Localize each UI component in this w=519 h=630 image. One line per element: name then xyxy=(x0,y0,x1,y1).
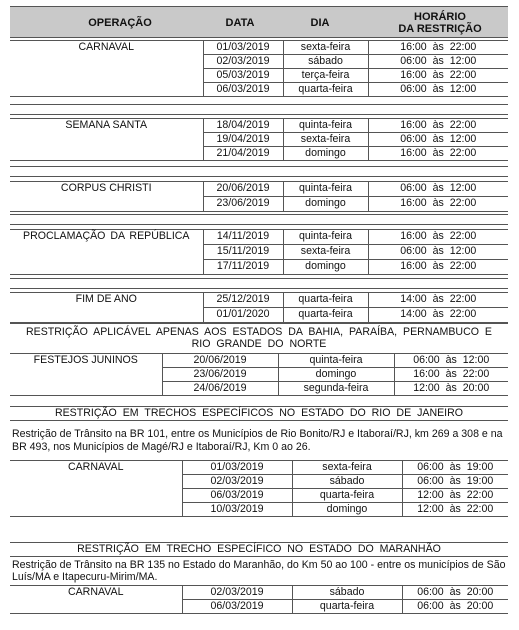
time-cell: 16:00 às 22:00 xyxy=(368,260,508,275)
date-cell: 19/04/2019 xyxy=(203,133,283,147)
day-cell: quarta-feira xyxy=(283,293,368,308)
day-cell: quinta-feira xyxy=(278,354,394,368)
date-cell: 01/01/2020 xyxy=(203,308,283,323)
section-corpus-christi xyxy=(10,181,508,212)
day-cell: sábado xyxy=(292,586,402,600)
date-cell: 20/06/2019 xyxy=(203,182,283,197)
time-cell: 12:00 às 22:00 xyxy=(402,503,508,517)
operation-name: FESTEJOS JUNINOS xyxy=(10,354,162,396)
table-header xyxy=(10,6,508,38)
day-cell: terça-feira xyxy=(283,69,368,83)
restriction-title: RESTRIÇÃO EM TRECHO ESPECÍFICO NO ESTADO DO MARANHÃO xyxy=(10,543,508,557)
day-cell: quarta-feira xyxy=(292,600,402,614)
day-cell: domingo xyxy=(283,260,368,275)
date-cell: 20/06/2019 xyxy=(162,354,278,368)
operation-name: FIM DE ANO xyxy=(10,293,203,323)
day-cell: segunda-feira xyxy=(278,382,394,396)
time-cell: 16:00 às 22:00 xyxy=(368,69,508,83)
section-spacer xyxy=(10,166,508,177)
section-carnaval xyxy=(10,40,508,97)
date-cell: 01/03/2019 xyxy=(182,461,292,475)
time-cell: 06:00 às 12:00 xyxy=(368,133,508,147)
date-cell: 14/11/2019 xyxy=(203,230,283,245)
date-cell: 02/03/2019 xyxy=(182,475,292,489)
date-cell: 24/06/2019 xyxy=(162,382,278,396)
time-cell: 16:00 às 22:00 xyxy=(368,230,508,245)
section-spacer xyxy=(10,214,508,225)
restriction-title: RESTRIÇÃO APLICÁVEL APENAS AOS ESTADOS DA BAHIA, PARAÍBA, PERNAMBUCO E RIO GRANDE DO NORTE xyxy=(10,324,508,354)
day-cell: sábado xyxy=(283,55,368,69)
day-cell: sexta-feira xyxy=(283,41,368,55)
time-cell: 16:00 às 22:00 xyxy=(368,147,508,161)
time-cell: 06:00 às 20:00 xyxy=(402,586,508,600)
header-date: DATA xyxy=(225,17,255,29)
time-cell: 06:00 às 12:00 xyxy=(368,182,508,197)
day-cell: sexta-feira xyxy=(283,245,368,260)
header-time-line2: DA RESTRIÇÃO xyxy=(398,23,482,35)
day-cell: domingo xyxy=(278,368,394,382)
date-cell: 06/03/2019 xyxy=(182,600,292,614)
date-cell: 23/06/2019 xyxy=(162,368,278,382)
time-cell: 16:00 às 22:00 xyxy=(394,368,508,382)
time-cell: 16:00 às 22:00 xyxy=(368,119,508,133)
date-cell: 06/03/2019 xyxy=(182,489,292,503)
day-cell: domingo xyxy=(292,503,402,517)
operation-name: CARNAVAL xyxy=(10,586,182,614)
date-cell: 25/12/2019 xyxy=(203,293,283,308)
day-cell: quinta-feira xyxy=(283,119,368,133)
day-cell: quinta-feira xyxy=(283,230,368,245)
day-cell: quarta-feira xyxy=(292,489,402,503)
date-cell: 10/03/2019 xyxy=(182,503,292,517)
section-restricao-rj xyxy=(10,406,508,517)
operation-name: CORPUS CHRISTI xyxy=(10,182,203,212)
time-cell: 06:00 às 12:00 xyxy=(368,83,508,97)
date-cell: 23/06/2019 xyxy=(203,197,283,212)
section-spacer xyxy=(10,278,508,289)
date-cell: 05/03/2019 xyxy=(203,69,283,83)
operation-name: CARNAVAL xyxy=(10,41,203,97)
section-restricao-ma xyxy=(10,542,508,614)
date-cell: 02/03/2019 xyxy=(182,586,292,600)
time-cell: 06:00 às 19:00 xyxy=(402,475,508,489)
time-cell: 06:00 às 12:00 xyxy=(394,354,508,368)
date-cell: 06/03/2019 xyxy=(203,83,283,97)
date-cell: 17/11/2019 xyxy=(203,260,283,275)
day-cell: domingo xyxy=(283,147,368,161)
date-cell: 18/04/2019 xyxy=(203,119,283,133)
date-cell: 01/03/2019 xyxy=(203,41,283,55)
restriction-note: Restrição de Trânsito na BR 101, entre os Municípios de Rio Bonito/RJ e Itaboraí/RJ, km 269 a 308 e na BR 493, nos Municípios de Magé/RJ e Itaboraí/RJ, Km 0 ao 26. xyxy=(10,421,508,461)
operation-name: SEMANA SANTA xyxy=(10,119,203,161)
day-cell: sexta-feira xyxy=(292,461,402,475)
header-time-line1: HORÁRIO xyxy=(414,11,466,23)
time-cell: 12:00 às 22:00 xyxy=(402,489,508,503)
restriction-note: Restrição de Trânsito na BR 135 no Estado do Maranhão, do Km 50 ao 100 - entre os municípios de São Luís/MA e Itapecuru-Mirim/MA. xyxy=(10,557,508,586)
section-restricao-estados xyxy=(10,323,508,396)
section-spacer xyxy=(10,104,508,115)
day-cell: sábado xyxy=(292,475,402,489)
day-cell: domingo xyxy=(283,197,368,212)
time-cell: 06:00 às 20:00 xyxy=(402,600,508,614)
time-cell: 12:00 às 20:00 xyxy=(394,382,508,396)
time-cell: 16:00 às 22:00 xyxy=(368,197,508,212)
date-cell: 15/11/2019 xyxy=(203,245,283,260)
day-cell: quarta-feira xyxy=(283,308,368,323)
section-fim-de-ano xyxy=(10,292,508,323)
header-operation: OPERAÇÃO xyxy=(88,17,152,29)
time-cell: 14:00 às 22:00 xyxy=(368,308,508,323)
date-cell: 02/03/2019 xyxy=(203,55,283,69)
time-cell: 06:00 às 12:00 xyxy=(368,55,508,69)
operation-name: CARNAVAL xyxy=(10,461,182,517)
header-day: DIA xyxy=(310,17,330,29)
time-cell: 16:00 às 22:00 xyxy=(368,41,508,55)
date-cell: 21/04/2019 xyxy=(203,147,283,161)
time-cell: 06:00 às 12:00 xyxy=(368,245,508,260)
restriction-title: RESTRIÇÃO EM TRECHOS ESPECÍFICOS NO ESTADO DO RIO DE JANEIRO xyxy=(10,407,508,421)
time-cell: 14:00 às 22:00 xyxy=(368,293,508,308)
operation-name: PROCLAMAÇÃO DA REPÚBLICA xyxy=(10,230,203,275)
time-cell: 06:00 às 19:00 xyxy=(402,461,508,475)
day-cell: quinta-feira xyxy=(283,182,368,197)
section-semana-santa xyxy=(10,118,508,161)
day-cell: sexta-feira xyxy=(283,133,368,147)
section-proclamacao xyxy=(10,229,508,275)
day-cell: quarta-feira xyxy=(283,83,368,97)
